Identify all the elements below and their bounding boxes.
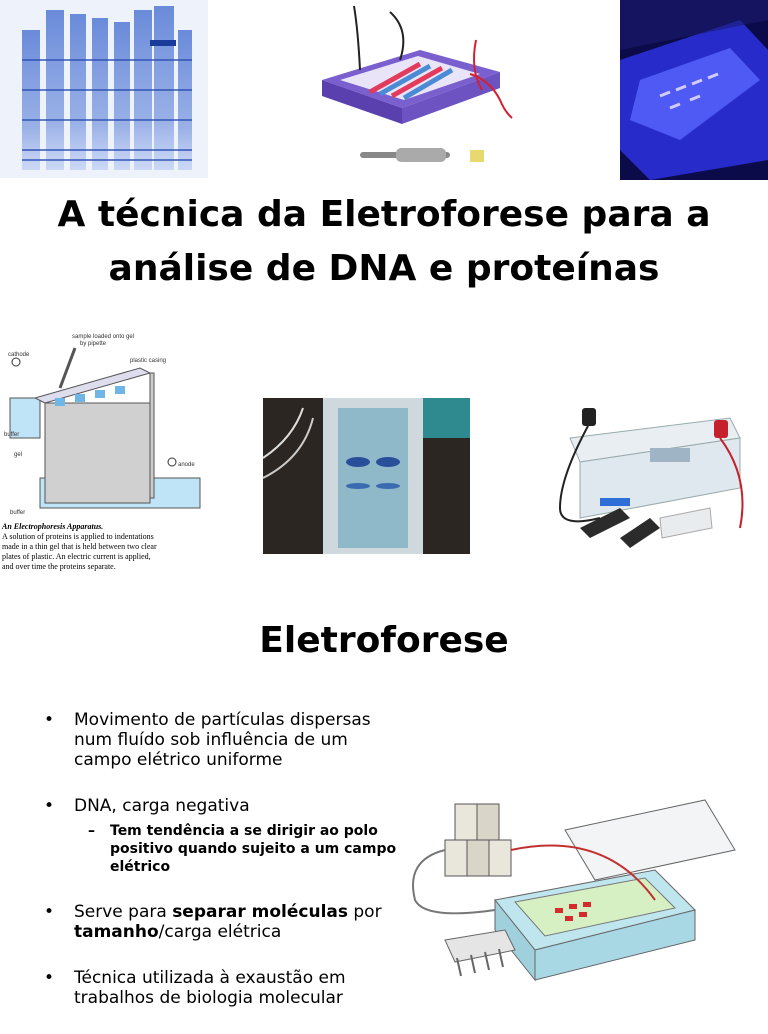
- bullet-item: • DNA, carga negativa – Tem tendência a se dirigir ao polo positivo quando sujeito a um campo elétrico: [40, 796, 400, 876]
- gel-box-illustration: [405, 790, 745, 1016]
- bullet-list: [40, 710, 400, 1034]
- caption-line: plates of plastic. An electric current is applied,: [2, 552, 151, 561]
- section-heading: Eletroforese: [259, 620, 509, 661]
- protein-gel-photo: [0, 0, 208, 178]
- label-plastic-casing: plastic casing: [130, 358, 167, 364]
- horizontal-gel-apparatus-photo: [540, 378, 768, 576]
- vertical-gel-photo: [263, 398, 470, 554]
- sub-bullet-item: – Tem tendência a se dirigir ao polo positivo quando sujeito a um campo elétrico: [74, 822, 400, 876]
- label-buffer-bottom: buffer: [10, 510, 26, 516]
- page-title: [0, 188, 768, 296]
- bullet-item: • Movimento de partículas dispersas num fluído sob influência de um campo elétrico uniforme: [40, 710, 400, 770]
- caption-line: and over time the proteins separate.: [2, 562, 116, 571]
- uv-gel-photo: [620, 0, 768, 180]
- gel-tank-photo: [300, 0, 530, 178]
- caption-line: made in a thin gel that is held between two clear: [2, 542, 157, 551]
- diagram-caption: [0, 522, 205, 572]
- label-gel: gel: [14, 452, 23, 458]
- label-pipette: by pipette: [80, 341, 107, 347]
- label-cathode: cathode: [8, 352, 30, 358]
- electrophoresis-apparatus-diagram: [0, 328, 205, 580]
- label-buffer-top: buffer: [4, 432, 20, 438]
- title-line-2: análise de DNA e proteínas: [108, 248, 660, 289]
- bullet-item: • Serve para separar moléculas por tamanho/carga elétrica: [40, 902, 400, 942]
- bullet-item: • Técnica utilizada à exaustão em trabalhos de biologia molecular: [40, 968, 400, 1008]
- caption-line: A solution of proteins is applied to indentations: [2, 532, 154, 541]
- sub-bullet-list: [74, 822, 400, 876]
- caption-title: An Electrophoresis Apparatus.: [2, 522, 104, 531]
- title-line-1: A técnica da Eletroforese para a: [57, 194, 711, 235]
- label-anode: anode: [178, 462, 195, 468]
- label-sample: sample loaded onto gel: [72, 334, 135, 340]
